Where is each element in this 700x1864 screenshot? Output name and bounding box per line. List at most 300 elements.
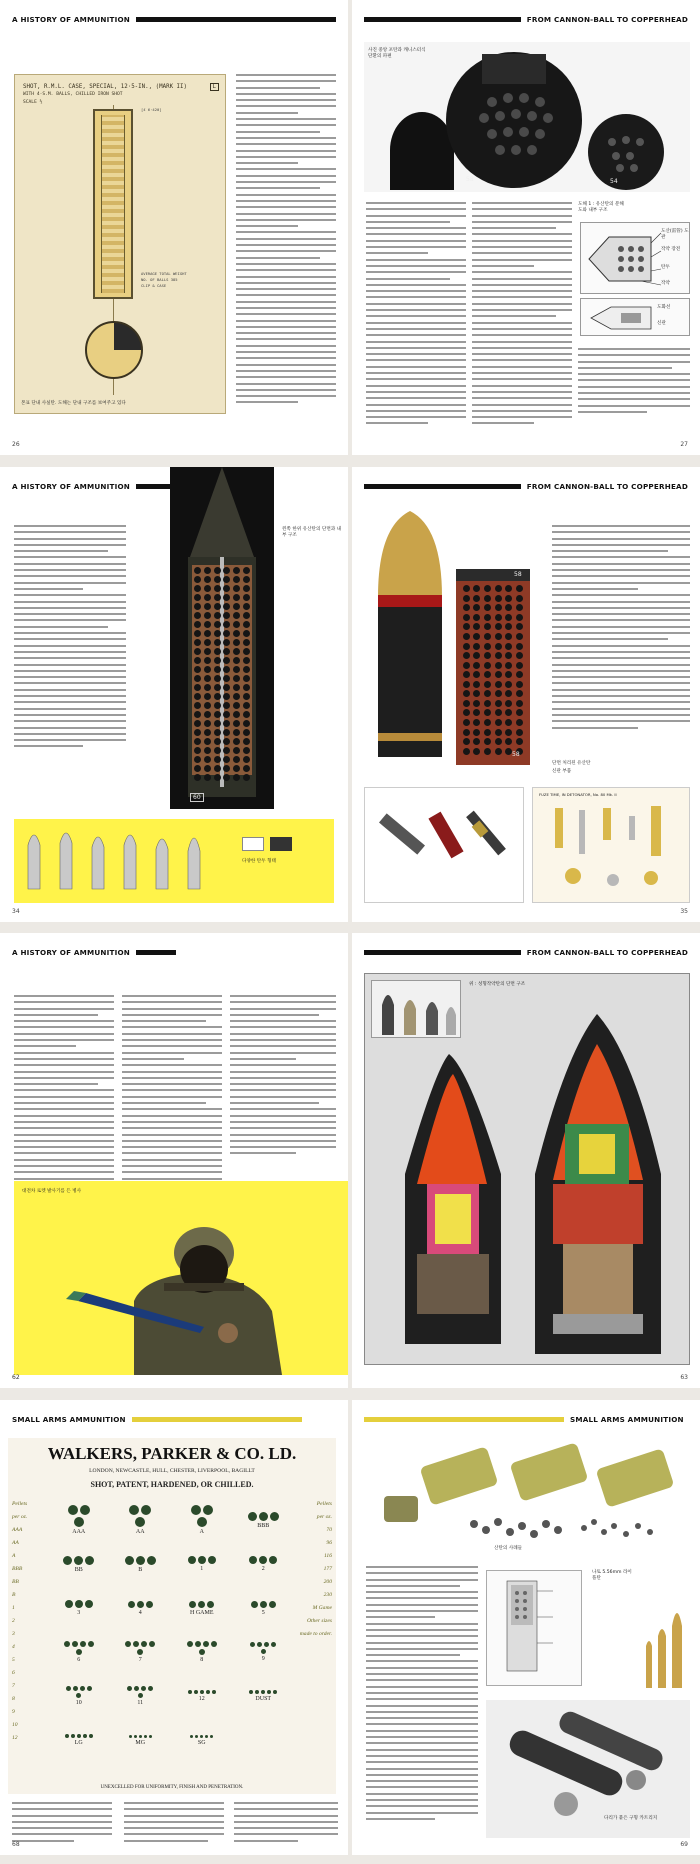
shrapnel-ball xyxy=(484,729,491,736)
shrapnel-ball xyxy=(516,681,523,688)
photo-inset xyxy=(371,980,461,1038)
shrapnel-ball xyxy=(516,738,523,745)
shrapnel-ball xyxy=(505,604,512,611)
shrapnel-ball xyxy=(233,765,240,772)
shot-pellets-icon xyxy=(63,1734,95,1738)
shrapnel-ball xyxy=(463,595,470,602)
header-title: FROM CANNON-BALL TO COPPERHEAD xyxy=(526,947,688,957)
shrapnel-ball xyxy=(204,711,211,718)
shrapnel-ball xyxy=(495,729,502,736)
shrapnel-ball xyxy=(505,652,512,659)
ad-column-entry: 230 xyxy=(323,1592,332,1598)
shrapnel-ball xyxy=(484,700,491,707)
spread-2 xyxy=(0,467,700,922)
shrapnel-ball xyxy=(223,729,230,736)
caption: 나토 5.56mm 라이플탄 xyxy=(592,1570,632,1581)
shrapnel-ball xyxy=(473,709,480,716)
shrapnel-ball xyxy=(463,585,470,592)
shrapnel-ball xyxy=(223,576,230,583)
shrapnel-ball xyxy=(495,604,502,611)
header-rule xyxy=(364,17,521,22)
shrapnel-ball xyxy=(223,621,230,628)
shrapnel-ball xyxy=(214,594,221,601)
ad-column-entry: 70 xyxy=(326,1527,332,1533)
photo-shotgun-shells xyxy=(364,1436,690,1560)
shrapnel-ball xyxy=(204,648,211,655)
shrapnel-ball xyxy=(223,702,230,709)
shrapnel-ball xyxy=(233,720,240,727)
shrapnel-ball xyxy=(243,666,250,673)
shrapnel-ball xyxy=(243,567,250,574)
ad-shot-cell xyxy=(171,1542,233,1586)
body-text-col3 xyxy=(578,348,690,438)
shot-pellets-icon xyxy=(186,1641,218,1655)
header-rule xyxy=(364,1417,564,1422)
ad-column-entry: 1 xyxy=(12,1605,15,1611)
shrapnel-ball xyxy=(243,576,250,583)
shrapnel-ball xyxy=(243,729,250,736)
header-rule xyxy=(364,950,521,955)
shrapnel-ball xyxy=(214,657,221,664)
shrapnel-ball xyxy=(223,756,230,763)
header-title: A HISTORY OF AMMUNITION xyxy=(12,481,131,491)
shrapnel-ball xyxy=(243,594,250,601)
shot-pellets-icon xyxy=(124,1686,156,1698)
shrapnel-ball xyxy=(223,567,230,574)
diagram-label: 탄두 xyxy=(661,265,670,270)
body-text xyxy=(14,525,126,775)
shrapnel-ball xyxy=(463,729,470,736)
shrapnel-ball xyxy=(204,567,211,574)
running-header xyxy=(12,12,336,26)
ad-column-entry: per oz. xyxy=(12,1514,28,1520)
shrapnel-ball xyxy=(233,594,240,601)
shrapnel-ball xyxy=(194,684,201,691)
shrapnel-ball xyxy=(243,657,250,664)
body-text-col1 xyxy=(366,202,466,442)
header-rule xyxy=(136,17,336,22)
body-text-col2 xyxy=(472,202,572,442)
shrapnel-ball xyxy=(495,709,502,716)
shrapnel-ball xyxy=(463,633,470,640)
ad-shot-cell xyxy=(110,1498,172,1542)
shrapnel-ball xyxy=(463,681,470,688)
shrapnel-balls xyxy=(462,585,524,755)
shrapnel-ball xyxy=(495,748,502,755)
shrapnel-ball xyxy=(194,639,201,646)
shrapnel-ball xyxy=(214,693,221,700)
shrapnel-ball xyxy=(204,612,211,619)
side-caption: 도해 1 : 유산탄의 분해도와 내부 구조 xyxy=(578,202,624,213)
shrapnel-ball xyxy=(204,675,211,682)
ad-column-entry: 8 xyxy=(12,1696,15,1702)
cartridge-drawing-illustration xyxy=(487,1571,582,1686)
page-69 xyxy=(352,1400,700,1855)
shrapnel-ball xyxy=(223,747,230,754)
shrapnel-ball xyxy=(243,675,250,682)
shrapnel-ball xyxy=(233,576,240,583)
ad-shot-label: BBB xyxy=(257,1522,270,1529)
shrapnel-ball xyxy=(223,612,230,619)
shrapnel-ball xyxy=(194,585,201,592)
shrapnel-ball xyxy=(233,738,240,745)
shrapnel-ball xyxy=(223,738,230,745)
photo-label: 58 xyxy=(514,571,522,578)
shot-pellets-icon xyxy=(247,1556,279,1564)
shrapnel-ball xyxy=(463,700,470,707)
shrapnel-ball xyxy=(243,603,250,610)
shrapnel-ball xyxy=(516,604,523,611)
shrapnel-ball xyxy=(516,690,523,697)
shrapnel-ball xyxy=(516,595,523,602)
shrapnel-ball xyxy=(243,765,250,772)
ad-shot-label: 11 xyxy=(137,1700,144,1706)
shrapnel-ball xyxy=(505,729,512,736)
shrapnel-ball xyxy=(204,738,211,745)
ad-footer: UNEXCELLED FOR UNIFORMITY, FINISH AND PENETRATION. xyxy=(100,1785,244,1790)
shrapnel-ball xyxy=(505,671,512,678)
ad-shot-label: 9 xyxy=(261,1656,265,1662)
spread-4 xyxy=(0,1400,700,1855)
shrapnel-ball xyxy=(223,693,230,700)
shrapnel-ball xyxy=(194,603,201,610)
shrapnel-ball xyxy=(214,621,221,628)
shrapnel-ball xyxy=(516,633,523,640)
shrapnel-ball xyxy=(463,662,470,669)
ad-shot-label: 10 xyxy=(75,1700,82,1706)
blueprint-shell xyxy=(93,109,133,299)
photo-canister-shells xyxy=(364,42,690,192)
shot-pellets-icon xyxy=(124,1735,156,1738)
ad-shot-label: BB xyxy=(74,1566,83,1573)
shrapnel-ball xyxy=(223,720,230,727)
shrapnel-ball xyxy=(204,684,211,691)
shrapnel-ball xyxy=(243,585,250,592)
bullet-base-icon xyxy=(270,837,292,851)
shrapnel-ball xyxy=(194,702,201,709)
shrapnel-ball xyxy=(194,720,201,727)
shrapnel-ball xyxy=(233,675,240,682)
page-35 xyxy=(352,467,700,922)
shrapnel-ball xyxy=(505,700,512,707)
shrapnel-ball xyxy=(194,630,201,637)
shrapnel-ball xyxy=(194,729,201,736)
shrapnel-ball xyxy=(473,633,480,640)
shrapnel-ball xyxy=(505,643,512,650)
ad-column-entry: 9 xyxy=(12,1709,15,1715)
running-header xyxy=(12,1412,336,1426)
shrapnel-ball xyxy=(194,711,201,718)
shrapnel-ball xyxy=(473,652,480,659)
shrapnel-ball xyxy=(463,604,470,611)
photo-shrapnel-shells xyxy=(364,507,544,775)
shrapnel-ball xyxy=(243,621,250,628)
shrapnel-ball xyxy=(214,747,221,754)
page-68 xyxy=(0,1400,348,1855)
photo-fuze-parts xyxy=(364,787,524,903)
photo-soldier xyxy=(14,1181,348,1375)
shrapnel-ball xyxy=(214,666,221,673)
shrapnel-ball xyxy=(214,774,221,781)
ad-company-name: WALKERS, PARKER & CO. LD. xyxy=(47,1444,297,1463)
shrapnel-ball xyxy=(223,585,230,592)
shrapnel-ball xyxy=(484,719,491,726)
shrapnel-ball xyxy=(233,657,240,664)
shrapnel-ball xyxy=(243,720,250,727)
shrapnel-ball xyxy=(505,614,512,621)
photo-label: 60 xyxy=(190,793,204,802)
shrapnel-ball xyxy=(463,748,470,755)
ad-column-entry: 7 xyxy=(12,1683,15,1689)
shrapnel-ball xyxy=(516,614,523,621)
shrapnel-ball xyxy=(204,702,211,709)
ad-shot-cell xyxy=(171,1630,233,1674)
shrapnel-ball xyxy=(243,612,250,619)
shrapnel-ball xyxy=(484,643,491,650)
shrapnel-ball xyxy=(204,729,211,736)
shot-pellets-icon xyxy=(247,1690,279,1694)
shrapnel-ball xyxy=(204,666,211,673)
shrapnel-ball xyxy=(194,765,201,772)
page-number: 34 xyxy=(12,908,20,915)
ad-shot-cell xyxy=(171,1498,233,1542)
shrapnel-ball xyxy=(214,630,221,637)
shot-pellets-icon xyxy=(247,1512,279,1521)
caption: 단면 처리된 유산탄 xyxy=(552,761,591,766)
ad-shot-label: AA xyxy=(135,1529,145,1535)
shrapnel-ball xyxy=(516,729,523,736)
shrapnel-ball xyxy=(204,585,211,592)
shrapnel-ball xyxy=(505,623,512,630)
bullets-illustration xyxy=(14,819,234,903)
shrapnel-ball xyxy=(495,662,502,669)
diagram-shrapnel xyxy=(580,222,690,294)
ad-shot-cell xyxy=(233,1542,295,1586)
shrapnel-ball xyxy=(463,671,470,678)
ad-shot-label: 3 xyxy=(77,1610,81,1616)
ad-shot-label: A xyxy=(199,1529,204,1535)
shrapnel-ball xyxy=(473,681,480,688)
bullets-panel xyxy=(14,819,334,903)
rifle-cartridges xyxy=(640,1596,690,1692)
soldier-illustration xyxy=(14,1181,348,1375)
shells-illustration xyxy=(364,42,690,192)
shrapnel-ball xyxy=(233,729,240,736)
body-text-col3 xyxy=(234,1802,338,1842)
shrapnel-ball xyxy=(495,614,502,621)
shrapnel-ball xyxy=(484,595,491,602)
shrapnel-ball xyxy=(233,666,240,673)
shrapnel-ball xyxy=(204,576,211,583)
shrapnel-ball xyxy=(463,623,470,630)
shrapnel-ball xyxy=(204,594,211,601)
diagram-label: 도산(雷管) 도관 xyxy=(661,229,689,240)
shrapnel-ball xyxy=(243,747,250,754)
photo-label: 58 xyxy=(466,176,474,183)
shot-pellets-icon xyxy=(63,1686,95,1698)
ad-column-entry: 12 xyxy=(12,1735,18,1741)
shrapnel-ball xyxy=(243,774,250,781)
photo-caption: 산탄의 사례들 xyxy=(494,1546,523,1551)
blueprint-note: NO. OF BALLS 385 xyxy=(141,277,178,282)
shrapnel-ball xyxy=(223,666,230,673)
shrapnel-ball xyxy=(516,652,523,659)
ad-column-entry: per oz. xyxy=(316,1514,332,1520)
shrapnel-ball xyxy=(484,671,491,678)
ad-column-entry: 4 xyxy=(12,1644,15,1650)
diagram-label: 신관 xyxy=(657,321,666,326)
blueprint-drawing xyxy=(14,74,226,414)
shrapnel-ball xyxy=(473,614,480,621)
shrapnel-ball xyxy=(194,594,201,601)
shrapnel-ball xyxy=(204,756,211,763)
spread-3 xyxy=(0,933,700,1388)
blueprint-note: AVERAGE TOTAL WEIGHT xyxy=(141,271,187,276)
blueprint-balls xyxy=(101,115,125,293)
shrapnel-ball xyxy=(243,738,250,745)
caption: 신관 부품 xyxy=(552,769,572,774)
ad-shot-label: 5 xyxy=(261,1609,265,1616)
shrapnel-ball xyxy=(495,738,502,745)
blueprint-cross-section xyxy=(85,321,143,379)
shrapnel-ball xyxy=(223,711,230,718)
shrapnel-ball xyxy=(214,567,221,574)
shrapnel-ball xyxy=(484,604,491,611)
ad-shot-cell xyxy=(110,1586,172,1630)
shrapnel-ball xyxy=(204,657,211,664)
ad-shot-cell xyxy=(233,1586,295,1630)
page-62 xyxy=(0,933,348,1388)
ad-column-entry: 3 xyxy=(12,1631,15,1637)
shrapnel-ball xyxy=(194,657,201,664)
shrapnel-ball xyxy=(495,633,502,640)
shot-pellets-icon xyxy=(63,1600,95,1608)
shrapnel-ball xyxy=(194,693,201,700)
blueprint-note: CLIP & CASE xyxy=(141,283,167,288)
blueprint-mark: L xyxy=(210,83,220,91)
shrapnel-ball xyxy=(204,639,211,646)
shrapnel-ball xyxy=(194,756,201,763)
ad-shot-cell xyxy=(110,1674,172,1718)
shrapnel-ball xyxy=(243,630,250,637)
page-27 xyxy=(352,0,700,455)
shrapnel-ball xyxy=(194,738,201,745)
ad-shot-label: AAA xyxy=(72,1529,86,1535)
running-header xyxy=(12,945,336,959)
ad-shot-label: H GAME xyxy=(190,1609,214,1616)
body-text-col2 xyxy=(124,1802,224,1842)
ad-shot-label: 6 xyxy=(77,1657,81,1663)
header-title: FROM CANNON-BALL TO COPPERHEAD xyxy=(526,14,688,24)
shrapnel-ball xyxy=(194,576,201,583)
shrapnel-ball xyxy=(223,594,230,601)
ad-column-entry: 6 xyxy=(12,1670,15,1676)
ad-shot-cell xyxy=(48,1498,110,1542)
shrapnel-ball xyxy=(223,639,230,646)
shrapnel-ball xyxy=(214,702,221,709)
shrapnel-balls xyxy=(194,567,250,773)
shrapnel-ball xyxy=(495,595,502,602)
shrapnel-ball xyxy=(214,729,221,736)
body-text-col3 xyxy=(230,995,336,1173)
header-rule xyxy=(364,484,521,489)
shrapnel-ball xyxy=(473,719,480,726)
shrapnel-ball xyxy=(243,684,250,691)
shrapnel-ball xyxy=(214,576,221,583)
header-title: FROM CANNON-BALL TO COPPERHEAD xyxy=(526,481,688,491)
shrapnel-ball xyxy=(516,700,523,707)
photo-flechettes xyxy=(486,1700,690,1838)
shrapnel-ball xyxy=(214,585,221,592)
ad-cities: LONDON, NEWCASTLE, HULL, CHESTER, LIVERPOOL, BAGILLT xyxy=(89,1468,255,1474)
running-header xyxy=(364,479,688,493)
fuze-diagram xyxy=(581,299,690,336)
ad-shot-cell xyxy=(48,1586,110,1630)
shrapnel-ball xyxy=(204,603,211,610)
shrapnel-ball xyxy=(495,690,502,697)
shrapnel-ball xyxy=(214,603,221,610)
shot-pellets-icon xyxy=(124,1601,156,1608)
shrapnel-ball xyxy=(463,719,470,726)
shrapnel-ball xyxy=(484,614,491,621)
photo-heat-shells xyxy=(364,973,690,1365)
blueprint-title xyxy=(23,83,187,107)
shrapnel-ball xyxy=(516,643,523,650)
rifle-cartridges-illustration xyxy=(640,1596,690,1692)
photo-label: 58 xyxy=(512,751,520,758)
ad-shot-label: 8 xyxy=(200,1657,204,1663)
shrapnel-ball xyxy=(223,657,230,664)
shrapnel-ball xyxy=(233,612,240,619)
shot-pellets-icon xyxy=(63,1556,95,1565)
ad-column-entry: BBB xyxy=(12,1566,23,1572)
ad-column-entry: 116 xyxy=(324,1553,332,1559)
page-number: 69 xyxy=(680,1841,688,1848)
shrapnel-ball xyxy=(463,614,470,621)
shrapnel-ball xyxy=(484,748,491,755)
shrapnel-ball xyxy=(463,652,470,659)
shrapnel-ball xyxy=(495,623,502,630)
shrapnel-ball xyxy=(473,662,480,669)
shrapnel-ball xyxy=(214,612,221,619)
shrapnel-ball xyxy=(243,648,250,655)
shot-pellets-icon xyxy=(247,1601,279,1608)
header-title: A HISTORY OF AMMUNITION xyxy=(12,947,131,957)
ad-shot-cell xyxy=(171,1586,233,1630)
shrapnel-ball xyxy=(233,603,240,610)
shot-pellets-icon xyxy=(186,1505,218,1527)
shrapnel-ball xyxy=(516,709,523,716)
ad-shot-cell xyxy=(48,1630,110,1674)
shrapnel-ball xyxy=(484,709,491,716)
fuze-parts-illustration xyxy=(365,788,524,903)
ad-column-entry: AAA xyxy=(12,1527,23,1533)
ad-shot-label: 1 xyxy=(200,1566,204,1572)
shrapnel-ball xyxy=(204,765,211,772)
running-header xyxy=(364,12,688,26)
fuze-drawing-illustration xyxy=(533,788,690,903)
shrapnel-ball xyxy=(484,623,491,630)
ad-right-column xyxy=(298,1498,332,1641)
shrapnel-ball xyxy=(214,738,221,745)
shrapnel-ball xyxy=(194,612,201,619)
spread-1 xyxy=(0,0,700,455)
page-number: 62 xyxy=(12,1374,20,1381)
shrapnel-ball xyxy=(473,671,480,678)
shrapnel-ball xyxy=(223,603,230,610)
running-header xyxy=(364,1412,688,1426)
shrapnel-ball xyxy=(204,630,211,637)
